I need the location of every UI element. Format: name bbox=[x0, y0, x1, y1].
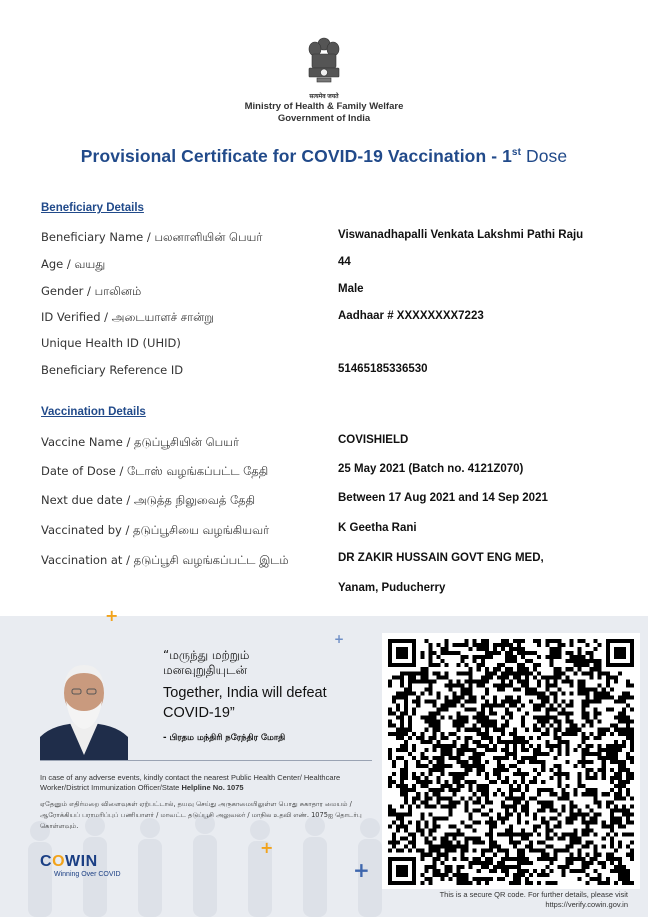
qr-code bbox=[388, 639, 634, 885]
title-main: Provisional Certificate for COVID-19 Vaccination - 1 bbox=[80, 146, 512, 166]
beneficiary-reference-value: 51465185336530 bbox=[338, 363, 428, 375]
beneficiary-name-label: Beneficiary Name / பலனாளியின் பெயர் bbox=[41, 230, 263, 244]
vaccine-name-label: Vaccine Name / தடுப்பூசியின் பெயர் bbox=[41, 435, 240, 449]
qr-finder-pattern bbox=[388, 857, 416, 885]
prime-minister-photo bbox=[40, 655, 128, 760]
emblem-motto: सत्यमेव जयते bbox=[309, 94, 339, 100]
ministry-name: Ministry of Health & Family Welfare bbox=[244, 101, 404, 112]
national-emblem-icon bbox=[304, 36, 344, 94]
plus-decoration: + bbox=[105, 606, 119, 625]
vaccination-location-line2: Yanam, Puducherry bbox=[338, 582, 446, 594]
quote-english: Together, India will defeat COVID-19” bbox=[163, 685, 327, 721]
quote-tamil bbox=[163, 648, 363, 678]
cowin-logo bbox=[40, 853, 98, 871]
qr-finder-pattern bbox=[606, 639, 634, 667]
vaccine-name-value: COVISHIELD bbox=[338, 434, 409, 446]
qr-caption bbox=[388, 890, 628, 910]
beneficiary-name-value: Viswanadhapalli Venkata Lakshmi Pathi Raju bbox=[338, 229, 584, 241]
cowin-logo-rest: WIN bbox=[65, 853, 98, 870]
helpline-number: Helpline No. 1075 bbox=[181, 783, 244, 792]
vaccinated-by-value: K Geetha Rani bbox=[338, 522, 417, 534]
helpline-english-text: In case of any adverse events, kindly contact the nearest Public Health Center/ Healthcare Worker/District Immunization Officer/State bbox=[40, 773, 341, 792]
qr-modules bbox=[388, 639, 634, 885]
quote-tamil-line1: “மருந்து மற்றும் bbox=[163, 648, 250, 662]
id-verified-value: Aadhaar # XXXXXXXX7223 bbox=[338, 310, 484, 322]
vaccination-at-value: DR ZAKIR HUSSAIN GOVT ENG MED, bbox=[338, 552, 544, 564]
vaccinated-by-label: Vaccinated by / தடுப்பூசியை வழங்கியவர் bbox=[41, 523, 270, 537]
gender-value: Male bbox=[338, 283, 364, 295]
next-due-date-value: Between 17 Aug 2021 and 14 Sep 2021 bbox=[338, 492, 548, 504]
certificate-title bbox=[0, 146, 648, 167]
cowin-tagline: Winning Over COVID bbox=[54, 871, 121, 878]
date-of-dose-label: Date of Dose / டோஸ் வழங்கப்பட்ட தேதி bbox=[41, 464, 269, 478]
quote-attribution: - பிரதம மந்திரி நரேந்திர மோதி bbox=[163, 733, 286, 743]
footer-divider bbox=[40, 760, 372, 761]
next-due-date-label: Next due date / அடுத்த நிலுவைத் தேதி bbox=[41, 493, 256, 507]
vaccination-at-label: Vaccination at / தடுப்பூசி வழங்கப்பட்ட இடம் bbox=[41, 553, 289, 567]
date-of-dose-value: 25 May 2021 (Batch no. 4121Z070) bbox=[338, 463, 524, 475]
cowin-logo-o: O bbox=[52, 853, 66, 870]
title-dose: Dose bbox=[521, 146, 568, 166]
age-value: 44 bbox=[338, 256, 351, 268]
qr-caption-line2: https://verify.cowin.gov.in bbox=[545, 900, 628, 909]
age-label: Age / வயது bbox=[41, 257, 106, 271]
beneficiary-details-heading: Beneficiary Details bbox=[41, 202, 144, 214]
helpline-tamil: ஏதேனும் எதிர்மறை விளைவுகள் ஏற்பட்டால், தயவு செய்து அருகாமையிலுள்ள பொது சுகாதார மையம் / ஆரோக்கியப் பராமரிப்புப் பணியாளர் / மாவட்ட தடுப்பூசி அலுவலர் / மாநில உதவி எண். 1075ஐ தொடர்பு கொள்ளவும். bbox=[40, 800, 362, 830]
gender-label: Gender / பாலினம் bbox=[41, 284, 142, 298]
id-verified-label: ID Verified / அடையாளச் சான்று bbox=[41, 310, 214, 324]
government-name: Government of India bbox=[277, 113, 371, 124]
plus-decoration: + bbox=[260, 838, 274, 857]
plus-decoration: + bbox=[353, 858, 370, 882]
helpline-english bbox=[40, 773, 370, 793]
vaccination-details-heading: Vaccination Details bbox=[41, 406, 146, 418]
cowin-logo-c: C bbox=[40, 853, 53, 870]
qr-finder-pattern bbox=[388, 639, 416, 667]
beneficiary-reference-label: Beneficiary Reference ID bbox=[41, 363, 184, 377]
qr-caption-line1: This is a secure QR code. For further details, please visit bbox=[439, 890, 628, 899]
plus-decoration: + bbox=[334, 632, 345, 646]
uhid-label: Unique Health ID (UHID) bbox=[41, 336, 181, 350]
title-superscript: st bbox=[511, 147, 522, 159]
quote-tamil-line2: மனவுறுதியுடன் bbox=[163, 663, 248, 677]
